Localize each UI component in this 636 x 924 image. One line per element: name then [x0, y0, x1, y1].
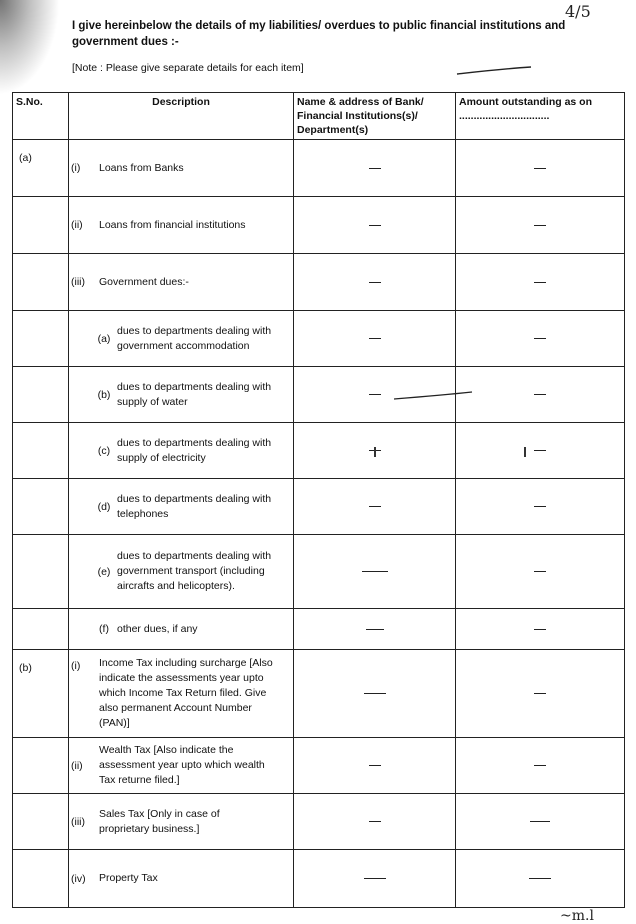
row-roman: (iii) — [71, 276, 85, 288]
row-text: dues to departments dealing with telephones — [117, 492, 272, 520]
row-sno — [13, 423, 69, 479]
row-roman: (ii) — [71, 219, 83, 231]
name-dash — [369, 394, 381, 395]
intro-text: I give hereinbelow the details of my liabilities/ overdues to public financial institutions and government dues :- — [72, 20, 566, 48]
table-row — [13, 535, 625, 609]
table-row — [13, 140, 625, 197]
row-text: Sales Tax [Only in case of proprietary business.] — [99, 807, 220, 835]
row-roman: (ii) — [71, 759, 83, 772]
amount-dash — [534, 225, 546, 226]
row-text: dues to departments dealing with supply of electricity — [117, 436, 272, 464]
row-roman: (i) — [71, 162, 81, 174]
row-sno — [13, 794, 69, 850]
row-sub-label: (c) — [97, 444, 111, 457]
table-row — [13, 650, 625, 738]
page-number: 4/5 — [565, 2, 591, 21]
row-roman: (i) — [71, 660, 81, 672]
row-description — [69, 807, 293, 837]
row-description — [69, 161, 293, 176]
row-sno — [13, 254, 69, 311]
amount-dash — [534, 693, 546, 694]
row-text: Government dues:- — [99, 275, 189, 288]
row-text: Loans from financial institutions — [99, 218, 246, 231]
name-dash — [369, 282, 381, 283]
amount-dash — [534, 571, 546, 572]
row-sno — [13, 850, 69, 908]
name-dash — [366, 629, 384, 630]
row-text: Property Tax — [99, 872, 158, 884]
scan-shadow — [0, 0, 60, 95]
table-row — [13, 738, 625, 794]
header-name-address: Name & address of Bank/ Financial Institutions(s)/ Department(s) — [294, 93, 456, 140]
amount-dash — [534, 506, 546, 507]
amount-dash — [534, 282, 546, 283]
amount-dash — [534, 629, 546, 630]
row-sub-label: (e) — [97, 565, 111, 578]
amount-dash — [534, 450, 546, 451]
amount-dash — [534, 394, 546, 395]
table-row — [13, 850, 625, 908]
note-text: [Note : Please give separate details for each item] — [72, 62, 304, 74]
header-amount: Amount outstanding as on ............................... — [456, 93, 625, 140]
amount-dash — [534, 168, 546, 169]
row-text: other dues, if any — [117, 622, 198, 635]
pen-mark — [374, 447, 376, 457]
table-row — [13, 311, 625, 367]
table-header-row — [13, 93, 625, 140]
signature-mark: ~m.l — [560, 908, 594, 924]
row-description — [69, 549, 293, 594]
amount-dash — [530, 821, 550, 822]
liabilities-table — [12, 92, 625, 908]
row-text: Income Tax including surcharge [Also indicate the assessments year upto which Income Tax Return filed. Give also permanent Account Number (PAN)] — [99, 657, 273, 729]
row-sno — [13, 311, 69, 367]
name-dash — [364, 878, 386, 879]
header-sno: S.No. — [13, 93, 69, 140]
row-sno: (b) — [13, 650, 69, 738]
pen-mark — [524, 447, 526, 457]
name-dash — [369, 338, 381, 339]
row-text: dues to departments dealing with government transport (including aircrafts and helicopters). — [117, 550, 272, 592]
row-text: dues to departments dealing with government accommodation — [117, 324, 272, 352]
table-row — [13, 794, 625, 850]
row-description — [69, 324, 293, 354]
name-dash — [369, 821, 381, 822]
row-sno — [13, 197, 69, 254]
row-description — [69, 622, 293, 637]
amount-dash — [529, 878, 551, 879]
name-dash — [364, 693, 386, 694]
name-dash — [369, 506, 381, 507]
row-sno: (a) — [13, 140, 69, 197]
row-sno — [13, 609, 69, 650]
row-sno — [13, 479, 69, 535]
row-sno — [13, 367, 69, 423]
pen-stroke — [394, 391, 474, 401]
row-roman: (iv) — [71, 872, 86, 885]
row-sub-label: (d) — [97, 500, 111, 513]
row-text: Wealth Tax [Also indicate the assessment year upto which wealth Tax returne filed.] — [99, 744, 265, 786]
table-row — [13, 197, 625, 254]
row-sub-label: (a) — [97, 332, 111, 345]
name-dash — [369, 168, 381, 169]
name-dash — [369, 225, 381, 226]
row-text: Loans from Banks — [99, 161, 184, 174]
row-description — [69, 218, 293, 233]
row-description — [69, 492, 293, 522]
row-sno — [13, 738, 69, 794]
header-description: Description — [69, 93, 294, 140]
amount-dash — [534, 338, 546, 339]
row-description — [69, 871, 293, 886]
row-description — [69, 380, 293, 410]
table-row — [13, 367, 625, 423]
row-description — [69, 275, 293, 290]
name-dash — [362, 571, 388, 572]
row-description — [69, 436, 293, 466]
row-sno — [13, 535, 69, 609]
row-description — [69, 656, 293, 731]
table-row — [13, 479, 625, 535]
table-row — [13, 423, 625, 479]
amount-dash — [534, 765, 546, 766]
row-text: dues to departments dealing with supply of water — [117, 380, 272, 408]
row-sub-label: (f) — [99, 623, 109, 635]
signature-stroke — [455, 66, 533, 76]
row-roman: (iii) — [71, 815, 85, 828]
name-dash — [369, 765, 381, 766]
row-description — [69, 743, 293, 788]
table-row — [13, 609, 625, 650]
table-row — [13, 254, 625, 311]
row-sub-label: (b) — [97, 388, 111, 401]
